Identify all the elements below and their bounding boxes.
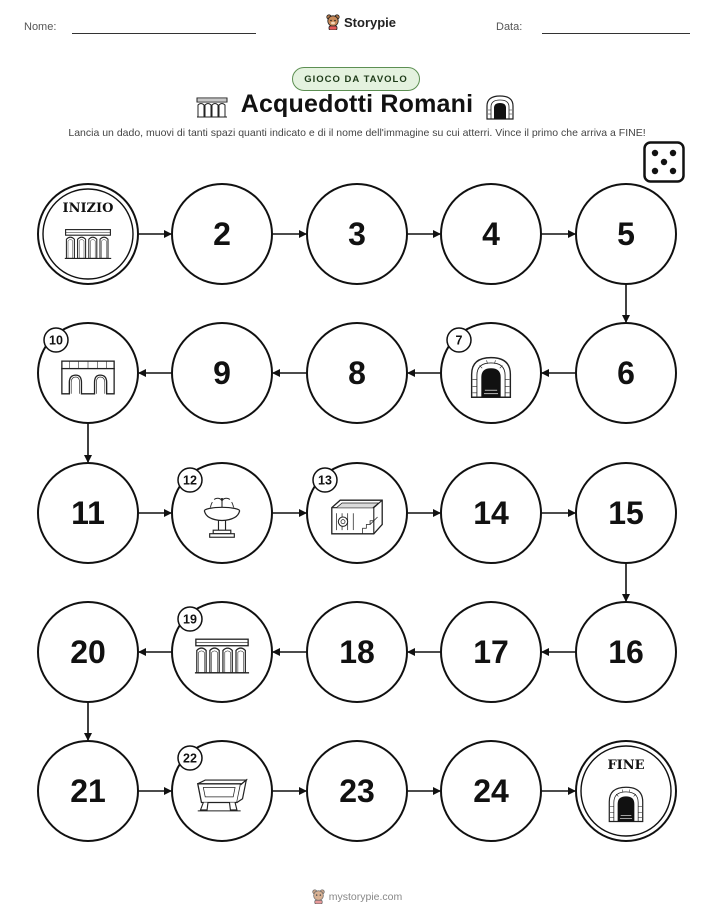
brand-name: Storypie <box>344 14 397 30</box>
cell-number: 15 <box>608 495 644 531</box>
arch-bridge-icon <box>62 361 114 394</box>
board-cell-19 <box>172 602 272 702</box>
board-cell-12 <box>172 463 272 563</box>
cell-number: 17 <box>473 634 509 670</box>
board-cell-17 <box>441 602 541 702</box>
page-title: Acquedotti Romani <box>240 90 474 118</box>
tunnel-icon <box>609 787 642 821</box>
cell-number: 13 <box>318 473 332 488</box>
board-cell-25 <box>576 741 676 841</box>
cell-number: 7 <box>455 333 463 348</box>
board-cell-8 <box>307 323 407 423</box>
board-cell-1 <box>38 184 138 284</box>
board-cell-13 <box>307 463 407 563</box>
cell-number: 9 <box>213 355 231 391</box>
board-cell-14 <box>441 463 541 563</box>
bear-mascot-icon <box>312 889 325 904</box>
board-cell-11 <box>38 463 138 563</box>
cell-number: 12 <box>183 473 197 488</box>
board-cell-16 <box>576 602 676 702</box>
cell-number: 22 <box>183 751 197 766</box>
cell-number: 24 <box>473 773 509 809</box>
board-cell-22 <box>172 741 272 841</box>
cell-number: 5 <box>617 216 635 252</box>
board-cell-5 <box>576 184 676 284</box>
bath-pool-icon <box>332 500 382 534</box>
board-cell-21 <box>38 741 138 841</box>
cell-number: 20 <box>70 634 106 670</box>
date-label: Data: <box>496 21 523 33</box>
footer-url[interactable]: mystorypie.com <box>328 890 403 903</box>
instructions-text: Lancia un dado, muovi di tanti spazi quanti indicato e di il nome dell'immagine su cui atterri. Vince il primo che arriva a FINE! <box>68 127 646 139</box>
game-type-tag: GIOCO DA TAVOLO <box>292 67 420 91</box>
cell-number: 21 <box>70 773 106 809</box>
cell-number: 16 <box>608 634 644 670</box>
board-cell-2 <box>172 184 272 284</box>
name-label: Nome: <box>24 21 57 33</box>
cell-number: 11 <box>71 495 105 531</box>
footer <box>0 889 714 904</box>
board-cell-4 <box>441 184 541 284</box>
board-cell-10 <box>38 323 138 423</box>
cell-number: 4 <box>482 216 500 252</box>
cell-number: 10 <box>49 333 63 348</box>
board-cell-20 <box>38 602 138 702</box>
board-cell-7 <box>441 323 541 423</box>
cell-number: 18 <box>339 634 375 670</box>
board-cell-15 <box>576 463 676 563</box>
tunnel-icon <box>472 358 511 398</box>
end-label: FINE <box>607 758 645 773</box>
board-cell-18 <box>307 602 407 702</box>
board-cell-3 <box>307 184 407 284</box>
cell-number: 2 <box>213 216 231 252</box>
cell-number: 14 <box>473 495 509 531</box>
board-cell-24 <box>441 741 541 841</box>
start-label: INIZIO <box>62 201 114 216</box>
cell-number: 8 <box>348 355 366 391</box>
board-cell-9 <box>172 323 272 423</box>
cell-number: 6 <box>617 355 635 391</box>
board-cell-23 <box>307 741 407 841</box>
cell-number: 23 <box>339 773 375 809</box>
board-cell-6 <box>576 323 676 423</box>
cell-number: 19 <box>183 612 197 627</box>
cell-number: 3 <box>348 216 366 252</box>
